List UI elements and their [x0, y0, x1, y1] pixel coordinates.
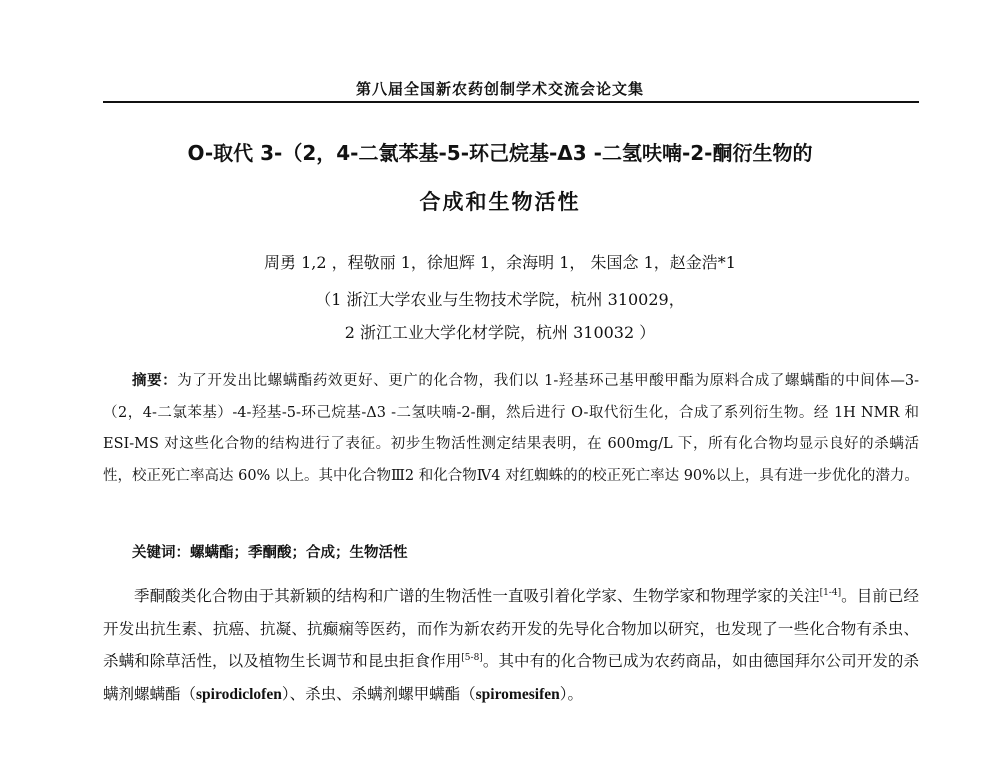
keywords: 关键词：螺螨酯；季酮酸；合成；生物活性	[132, 545, 408, 561]
affiliation-2: 2 浙江工业大学化材学院，杭州 310032 ）	[344, 323, 656, 342]
abstract-label: 摘要：	[132, 373, 178, 389]
intro-text-e: ）。	[559, 684, 583, 703]
intro-text-a: 季酮酸类化合物由于其新颖的结构和广谱的生物活性一直吸引着化学家、生物学家和物理学家的关注	[134, 587, 820, 605]
running-head: 第八届全国新农药创制学术交流会论文集	[355, 80, 644, 98]
citation-1: [1-4]	[819, 587, 842, 598]
header-rule	[103, 101, 919, 103]
latin-term-spiromesifen: spiromesifen	[475, 685, 560, 703]
affiliation-1: （1 浙江大学农业与生物技术学院，杭州 310029，	[315, 290, 685, 309]
paper-title-line-2: 合成和生物活性	[419, 190, 581, 214]
intro-paragraph	[103, 580, 919, 711]
intro-text-d: ）、杀虫、杀螨剂螺甲螨酯（	[281, 684, 476, 703]
intro-text-c: 。其中有的化合物已成为农药商品，如由德国拜尔公司开发的杀螨剂螺螨酯（	[103, 652, 919, 703]
abstract	[103, 366, 919, 492]
author-list: 周勇 1,2 ，程敬丽 1，徐旭辉 1，余海明 1， 朱国念 1，赵金浩*1	[264, 253, 736, 272]
abstract-text: 为了开发出比螺螨酯药效更好、更广的化合物，我们以 1-羟基环己基甲酸甲酯为原料合成了螺螨酯的中间体—3-（2，4-二氯苯基）-4-羟基-5-环己烷基-Δ3 -二氢呋喃-2-酮，然后进行 O-取代衍生化，合成了系列衍生物。经 1H NMR 和 ESI-MS 对这些化合物的结构进行了表征。初步生物活性测定结果表明，在 600mg/L 下，所有化合物均显示良好的杀螨活性，校正死亡率高达 60% 以上。其中化合物Ⅲ2 和化合物Ⅳ4 对红蜘蛛的的校正死亡率达 90%以上，具有进一步优化的潜力。	[103, 373, 919, 484]
latin-term-spirodiclofen: spirodiclofen	[196, 685, 282, 703]
intro-text-b: 。目前已经开发出抗生素、抗癌、抗凝、抗癫痫等医药，而作为新农药开发的先导化合物加以研究，也发现了一些化合物有杀虫、杀螨和除草活性，以及植物生长调节和昆虫拒食作用	[103, 587, 919, 670]
paper-title-line-1: O-取代 3-（2，4-二氯苯基-5-环己烷基-Δ3 -二氢呋喃-2-酮衍生物的	[187, 141, 813, 165]
citation-2: [5-8]	[461, 652, 483, 663]
